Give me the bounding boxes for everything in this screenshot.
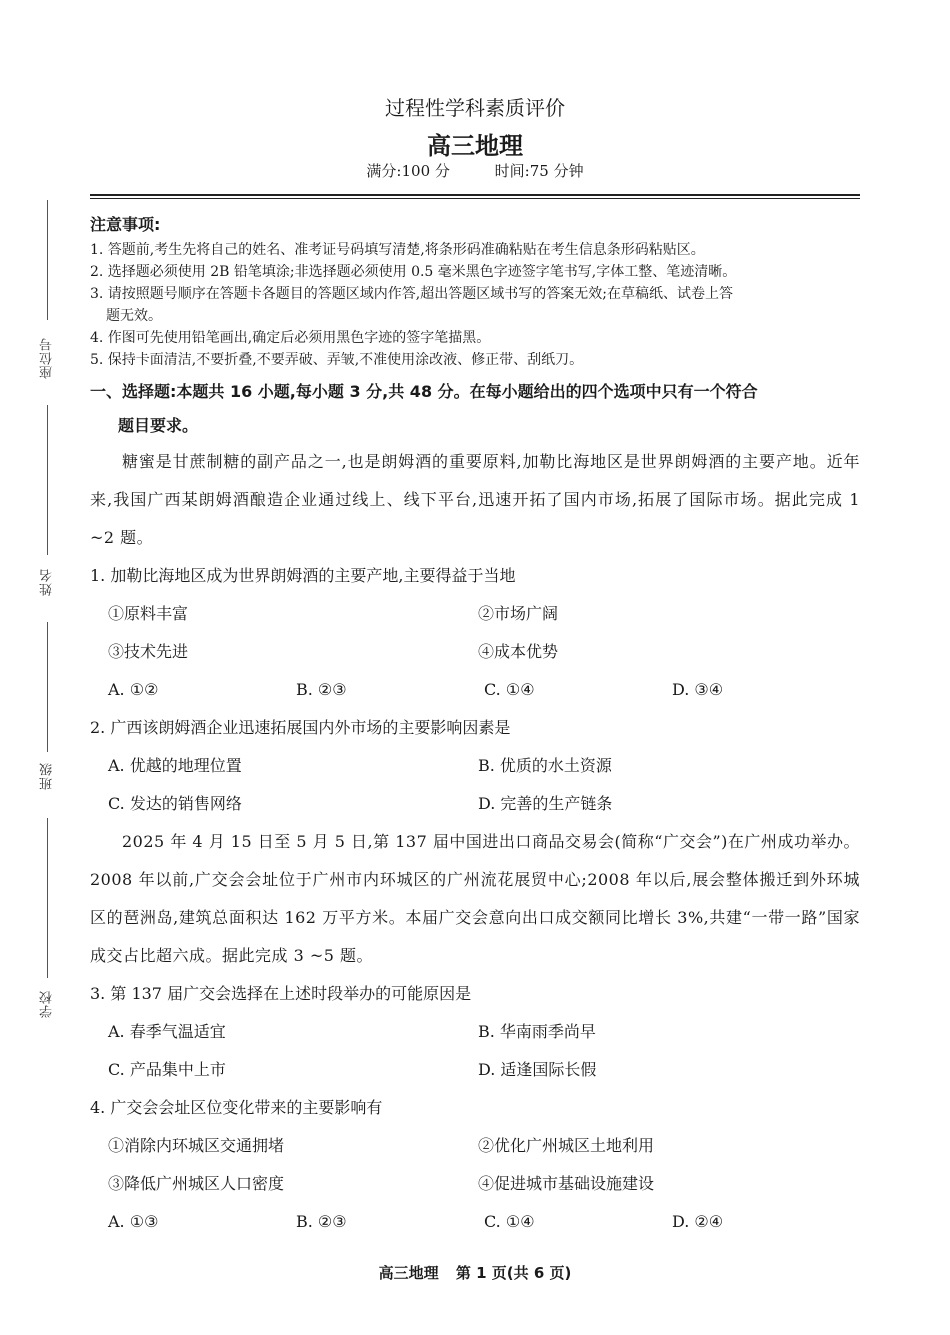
statement-row (90, 1165, 860, 1203)
option: B. 优质的水土资源 (478, 756, 612, 775)
option: D. ②④ (672, 1212, 724, 1231)
page-number: 第 1 页(共 6 页) (455, 1264, 572, 1282)
footer-subject: 高三地理 (378, 1264, 439, 1282)
notice-item: 1. 答题前,考生先将自己的姓名、准考证号码填写清楚,将条形码准确粘贴在考生信息条形码粘贴区。 (90, 242, 705, 258)
page-footer (0, 1262, 950, 1283)
statement: ③技术先进 (108, 642, 189, 661)
question-stem: 2. 广西该朗姆酒企业迅速拓展国内外市场的主要影响因素是 (90, 718, 511, 737)
option: A. ①② (108, 680, 159, 699)
option: C. ①④ (484, 1212, 535, 1231)
option: C. 发达的销售网络 (108, 794, 242, 813)
passage: 糖蜜是甘蔗制糖的副产品之一,也是朗姆酒的重要原料,加勒比海地区是世界朗姆酒的主要产地。近年来,我国广西某朗姆酒酿造企业通过线上、线下平台,迅速开拓了国内市场,拓展了国际市场。据此完成 1 ~2 题。 (90, 452, 860, 547)
statement-row (90, 1127, 860, 1165)
passage: 2025 年 4 月 15 日至 5 月 5 日,第 137 届中国进出口商品交易会(简称“广交会”)在广州成功举办。2008 年以前,广交会会址位于广州市内环城区的广州流花展贸中心;2008 年以后,展会整体搬迁到外环城区的琶洲岛,建筑总面积达 162 万平方米。本届广交会意向出口成交额同比增长 3%,共建“一带一路”国家成交占比超六成。据此完成 3 ~5 题。 (90, 832, 860, 965)
class-label: 班级 (40, 762, 55, 790)
option-row (90, 1203, 860, 1241)
statement: ②优化广州城区土地利用 (478, 1136, 655, 1155)
notice-item: 题无效。 (106, 308, 162, 324)
option-row (90, 671, 860, 709)
notice-item: 4. 作图可先使用铅笔画出,确定后必须用黑色字迹的签字笔描黑。 (90, 330, 491, 346)
binding-strip (30, 200, 66, 1030)
section-line: 题目要求。 (118, 416, 199, 435)
exam-time: 时间:75 分钟 (494, 162, 584, 180)
statement: ②市场广阔 (478, 604, 559, 623)
notice-item: 5. 保持卡面清洁,不要折叠,不要弄破、弄皱,不准使用涂改液、修正带、刮纸刀。 (90, 352, 584, 368)
option: D. 完善的生产链条 (478, 794, 613, 813)
option: B. 华南雨季尚早 (478, 1022, 596, 1041)
option: D. 适逢国际长假 (478, 1060, 597, 1079)
statement: ③降低广州城区人口密度 (108, 1174, 285, 1193)
binding-line (47, 405, 48, 555)
page-header (90, 0, 860, 200)
question-stem: 4. 广交会会址区位变化带来的主要影响有 (90, 1098, 383, 1117)
question-stem: 1. 加勒比海地区成为世界朗姆酒的主要产地,主要得益于当地 (90, 566, 516, 585)
school-label: 学校 (40, 990, 55, 1018)
notice-item: 2. 选择题必须使用 2B 铅笔填涂;非选择题必须使用 0.5 毫米黑色字迹签字笔书写,字体工整、笔迹清晰。 (90, 264, 737, 280)
full-score: 满分:100 分 (366, 162, 450, 180)
name-label: 姓名 (40, 568, 55, 596)
option: A. ①③ (108, 1212, 159, 1231)
statement: ①消除内环城区交通拥堵 (108, 1136, 285, 1155)
exam-title: 过程性学科素质评价 (385, 96, 565, 120)
option: C. 产品集中上市 (108, 1060, 226, 1079)
option: C. ①④ (484, 680, 535, 699)
notice-item: 3. 请按照题号顺序在答题卡各题目的答题区域内作答,超出答题区域书写的答案无效;在草稿纸、试卷上答 (90, 286, 733, 302)
option: D. ③④ (672, 680, 724, 699)
option-row (90, 1013, 860, 1051)
binding-line (47, 200, 48, 320)
seat-label: 座位号 (40, 337, 55, 379)
notice-title: 注意事项: (90, 215, 161, 234)
option: B. ②③ (296, 680, 347, 699)
option: A. 优越的地理位置 (108, 756, 242, 775)
exam-meta (90, 160, 860, 181)
header-rule (90, 194, 860, 196)
section-line: 一、选择题:本题共 16 小题,每小题 3 分,共 48 分。在每小题给出的四个选项中只有一个符合 (90, 382, 758, 401)
statement: ④成本优势 (478, 642, 559, 661)
statement-row (90, 595, 860, 633)
exam-body (90, 212, 860, 1241)
exam-subject: 高三地理 (427, 131, 523, 160)
option: A. 春季气温适宜 (108, 1022, 226, 1041)
question-stem: 3. 第 137 届广交会选择在上述时段举办的可能原因是 (90, 984, 472, 1003)
option-row (90, 1051, 860, 1089)
binding-line (47, 622, 48, 752)
section-heading (90, 375, 860, 443)
option: B. ②③ (296, 1212, 347, 1231)
option-row (90, 747, 860, 785)
header-rule (90, 198, 860, 199)
binding-line (47, 818, 48, 978)
statement: ④促进城市基础设施建设 (478, 1174, 655, 1193)
statement: ①原料丰富 (108, 604, 189, 623)
option-row (90, 785, 860, 823)
statement-row (90, 633, 860, 671)
